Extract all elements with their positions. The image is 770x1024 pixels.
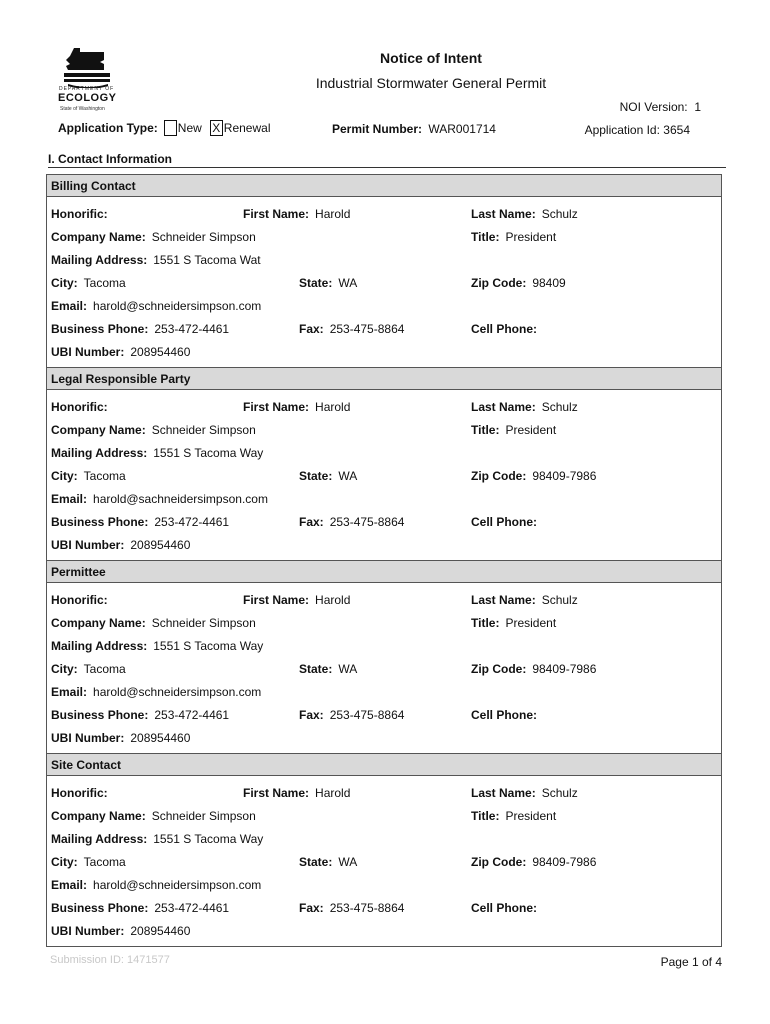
company-name-value: Schneider Simpson xyxy=(151,809,256,823)
fax-field xyxy=(299,708,404,722)
renewal-option-label: Renewal xyxy=(223,121,271,135)
last-name-label: Last Name: xyxy=(471,593,536,607)
contact-block-legal-responsible-party xyxy=(46,367,722,561)
zip-code-field xyxy=(471,276,566,290)
city-value: Tacoma xyxy=(83,662,126,676)
fax-value: 253-475-8864 xyxy=(329,515,405,529)
title-label: Title: xyxy=(471,809,500,823)
mailing-address-field xyxy=(51,639,263,653)
company-name-label: Company Name: xyxy=(51,809,146,823)
mailing-address-value: 1551 S Tacoma Way xyxy=(153,639,264,653)
company-name-value: Schneider Simpson xyxy=(151,230,256,244)
title-value: President xyxy=(505,230,557,244)
mailing-address-label: Mailing Address: xyxy=(51,639,148,653)
company-name-field xyxy=(51,230,256,244)
ubi-number-field xyxy=(51,924,190,938)
ubi-number-field xyxy=(51,538,190,552)
state-field xyxy=(299,276,357,290)
zip-code-value: 98409 xyxy=(532,276,566,290)
first-name-label: First Name: xyxy=(243,400,310,414)
ubi-number-value: 208954460 xyxy=(130,731,191,745)
first-name-field xyxy=(243,207,350,221)
ubi-number-value: 208954460 xyxy=(130,538,191,552)
logo-line-state: State of Washington xyxy=(60,106,105,112)
permit-number xyxy=(332,122,496,136)
title-label: Title: xyxy=(471,423,500,437)
submission-id: Submission ID: 1471577 xyxy=(50,954,170,966)
city-label: City: xyxy=(51,855,78,869)
section-heading: I. Contact Information xyxy=(48,152,172,166)
contact-block-body xyxy=(47,390,721,560)
company-name-value: Schneider Simpson xyxy=(151,423,256,437)
application-id-value: 3654 xyxy=(663,123,690,137)
title-field xyxy=(471,809,556,823)
city-field xyxy=(51,855,126,869)
email-label: Email: xyxy=(51,685,88,699)
honorific-label: Honorific: xyxy=(51,786,108,800)
fax-label: Fax: xyxy=(299,708,324,722)
mailing-address-label: Mailing Address: xyxy=(51,446,148,460)
zip-code-label: Zip Code: xyxy=(471,855,527,869)
ubi-number-label: UBI Number: xyxy=(51,345,125,359)
ubi-number-label: UBI Number: xyxy=(51,924,125,938)
noi-version-label: NOI Version: xyxy=(619,100,688,114)
title-value: President xyxy=(505,423,557,437)
company-name-field xyxy=(51,423,256,437)
city-value: Tacoma xyxy=(83,469,126,483)
business-phone-field xyxy=(51,708,229,722)
zip-code-field xyxy=(471,662,596,676)
city-label: City: xyxy=(51,662,78,676)
renewal-checkbox[interactable]: X xyxy=(210,120,223,136)
business-phone-label: Business Phone: xyxy=(51,901,149,915)
state-label: State: xyxy=(299,855,333,869)
last-name-value: Schulz xyxy=(541,593,578,607)
fax-value: 253-475-8864 xyxy=(329,322,405,336)
mailing-address-value: 1551 S Tacoma Wat xyxy=(153,253,261,267)
contact-block-permittee xyxy=(46,560,722,754)
state-value: WA xyxy=(338,276,358,290)
city-field xyxy=(51,469,126,483)
zip-code-label: Zip Code: xyxy=(471,662,527,676)
section-divider xyxy=(48,167,726,168)
mailing-address-label: Mailing Address: xyxy=(51,832,148,846)
first-name-field xyxy=(243,593,350,607)
last-name-field xyxy=(471,786,578,800)
honorific-label: Honorific: xyxy=(51,593,108,607)
email-field xyxy=(51,492,268,506)
ubi-number-field xyxy=(51,731,190,745)
fax-label: Fax: xyxy=(299,515,324,529)
noi-version xyxy=(620,100,701,114)
company-name-value: Schneider Simpson xyxy=(151,616,256,630)
business-phone-value: 253-472-4461 xyxy=(154,708,230,722)
cell-phone-label: Cell Phone: xyxy=(471,901,538,915)
state-field xyxy=(299,855,357,869)
ubi-number-value: 208954460 xyxy=(130,924,191,938)
first-name-label: First Name: xyxy=(243,207,310,221)
business-phone-field xyxy=(51,515,229,529)
email-field xyxy=(51,685,261,699)
state-label: State: xyxy=(299,276,333,290)
contact-block-heading: Billing Contact xyxy=(47,175,721,197)
first-name-value: Harold xyxy=(315,207,351,221)
state-field xyxy=(299,469,357,483)
zip-code-label: Zip Code: xyxy=(471,469,527,483)
mailing-address-value: 1551 S Tacoma Way xyxy=(153,832,264,846)
zip-code-field xyxy=(471,469,596,483)
contact-block-heading: Permittee xyxy=(47,561,721,583)
honorific-label: Honorific: xyxy=(51,400,108,414)
contact-block-body xyxy=(47,776,721,946)
last-name-value: Schulz xyxy=(541,400,578,414)
fax-field xyxy=(299,322,404,336)
honorific-field xyxy=(51,593,114,607)
fax-value: 253-475-8864 xyxy=(329,708,405,722)
city-field xyxy=(51,276,126,290)
logo-line-department: DEPARTMENT OF xyxy=(59,86,115,92)
ubi-number-field xyxy=(51,345,190,359)
business-phone-field xyxy=(51,901,229,915)
document-subtitle: Industrial Stormwater General Permit xyxy=(315,75,547,91)
email-value: harold@schneidersimpson.com xyxy=(93,685,262,699)
mailing-address-field xyxy=(51,446,263,460)
company-name-field xyxy=(51,809,256,823)
zip-code-field xyxy=(471,855,596,869)
zip-code-value: 98409-7986 xyxy=(532,855,597,869)
logo-line-ecology: ECOLOGY xyxy=(58,92,117,104)
state-value: WA xyxy=(338,469,358,483)
first-name-value: Harold xyxy=(315,593,351,607)
cell-phone-field xyxy=(471,322,543,336)
city-field xyxy=(51,662,126,676)
title-label: Title: xyxy=(471,230,500,244)
cell-phone-field xyxy=(471,708,543,722)
city-label: City: xyxy=(51,469,78,483)
title-value: President xyxy=(505,809,557,823)
city-value: Tacoma xyxy=(83,855,126,869)
first-name-field xyxy=(243,786,350,800)
document-title: Notice of Intent xyxy=(380,50,482,66)
contact-block-billing-contact xyxy=(46,174,722,368)
email-label: Email: xyxy=(51,492,88,506)
title-field xyxy=(471,230,556,244)
email-field xyxy=(51,299,261,313)
last-name-field xyxy=(471,207,578,221)
city-label: City: xyxy=(51,276,78,290)
cell-phone-field xyxy=(471,901,543,915)
honorific-field xyxy=(51,207,114,221)
first-name-value: Harold xyxy=(315,400,351,414)
honorific-field xyxy=(51,400,114,414)
mailing-address-label: Mailing Address: xyxy=(51,253,148,267)
noi-version-value: 1 xyxy=(694,100,701,114)
application-type-row xyxy=(58,120,279,136)
cell-phone-label: Cell Phone: xyxy=(471,515,538,529)
fax-label: Fax: xyxy=(299,322,324,336)
company-name-field xyxy=(51,616,256,630)
business-phone-label: Business Phone: xyxy=(51,708,149,722)
new-checkbox[interactable] xyxy=(164,120,177,136)
city-value: Tacoma xyxy=(83,276,126,290)
zip-code-label: Zip Code: xyxy=(471,276,527,290)
company-name-label: Company Name: xyxy=(51,616,146,630)
email-label: Email: xyxy=(51,878,88,892)
fax-label: Fax: xyxy=(299,901,324,915)
business-phone-label: Business Phone: xyxy=(51,515,149,529)
cell-phone-label: Cell Phone: xyxy=(471,708,538,722)
ubi-number-label: UBI Number: xyxy=(51,731,125,745)
title-label: Title: xyxy=(471,616,500,630)
honorific-label: Honorific: xyxy=(51,207,108,221)
title-value: President xyxy=(505,616,557,630)
last-name-field xyxy=(471,593,578,607)
title-field xyxy=(471,423,556,437)
business-phone-value: 253-472-4461 xyxy=(154,322,230,336)
state-label: State: xyxy=(299,469,333,483)
last-name-label: Last Name: xyxy=(471,786,536,800)
mailing-address-field xyxy=(51,253,261,267)
first-name-value: Harold xyxy=(315,786,351,800)
new-option-label: New xyxy=(177,121,202,135)
first-name-label: First Name: xyxy=(243,593,310,607)
contact-block-body xyxy=(47,197,721,367)
fax-field xyxy=(299,515,404,529)
company-name-label: Company Name: xyxy=(51,423,146,437)
application-id-label: Application Id: xyxy=(584,123,660,137)
state-value: WA xyxy=(338,662,358,676)
permit-number-value: WAR001714 xyxy=(428,122,496,136)
state-field xyxy=(299,662,357,676)
ubi-number-label: UBI Number: xyxy=(51,538,125,552)
last-name-value: Schulz xyxy=(541,786,578,800)
contact-block-heading: Legal Responsible Party xyxy=(47,368,721,390)
last-name-label: Last Name: xyxy=(471,207,536,221)
last-name-value: Schulz xyxy=(541,207,578,221)
contact-block-site-contact xyxy=(46,753,722,947)
page-number: Page 1 of 4 xyxy=(660,955,722,969)
first-name-field xyxy=(243,400,350,414)
last-name-field xyxy=(471,400,578,414)
contact-block-body xyxy=(47,583,721,753)
email-label: Email: xyxy=(51,299,88,313)
email-value: harold@sachneidersimpson.com xyxy=(93,492,268,506)
contact-block-heading: Site Contact xyxy=(47,754,721,776)
state-value: WA xyxy=(338,855,358,869)
business-phone-value: 253-472-4461 xyxy=(154,901,230,915)
application-type-label: Application Type: xyxy=(58,121,158,135)
fax-field xyxy=(299,901,404,915)
ubi-number-value: 208954460 xyxy=(130,345,191,359)
mailing-address-value: 1551 S Tacoma Way xyxy=(153,446,264,460)
zip-code-value: 98409-7986 xyxy=(532,662,597,676)
last-name-label: Last Name: xyxy=(471,400,536,414)
business-phone-value: 253-472-4461 xyxy=(154,515,230,529)
application-id xyxy=(585,123,690,137)
email-value: harold@schneidersimpson.com xyxy=(93,878,262,892)
state-label: State: xyxy=(299,662,333,676)
zip-code-value: 98409-7986 xyxy=(532,469,597,483)
title-field xyxy=(471,616,556,630)
cell-phone-label: Cell Phone: xyxy=(471,322,538,336)
email-value: harold@schneidersimpson.com xyxy=(93,299,262,313)
business-phone-label: Business Phone: xyxy=(51,322,149,336)
honorific-field xyxy=(51,786,114,800)
company-name-label: Company Name: xyxy=(51,230,146,244)
cell-phone-field xyxy=(471,515,543,529)
business-phone-field xyxy=(51,322,229,336)
mailing-address-field xyxy=(51,832,263,846)
permit-number-label: Permit Number: xyxy=(332,122,423,136)
fax-value: 253-475-8864 xyxy=(329,901,405,915)
email-field xyxy=(51,878,261,892)
first-name-label: First Name: xyxy=(243,786,310,800)
